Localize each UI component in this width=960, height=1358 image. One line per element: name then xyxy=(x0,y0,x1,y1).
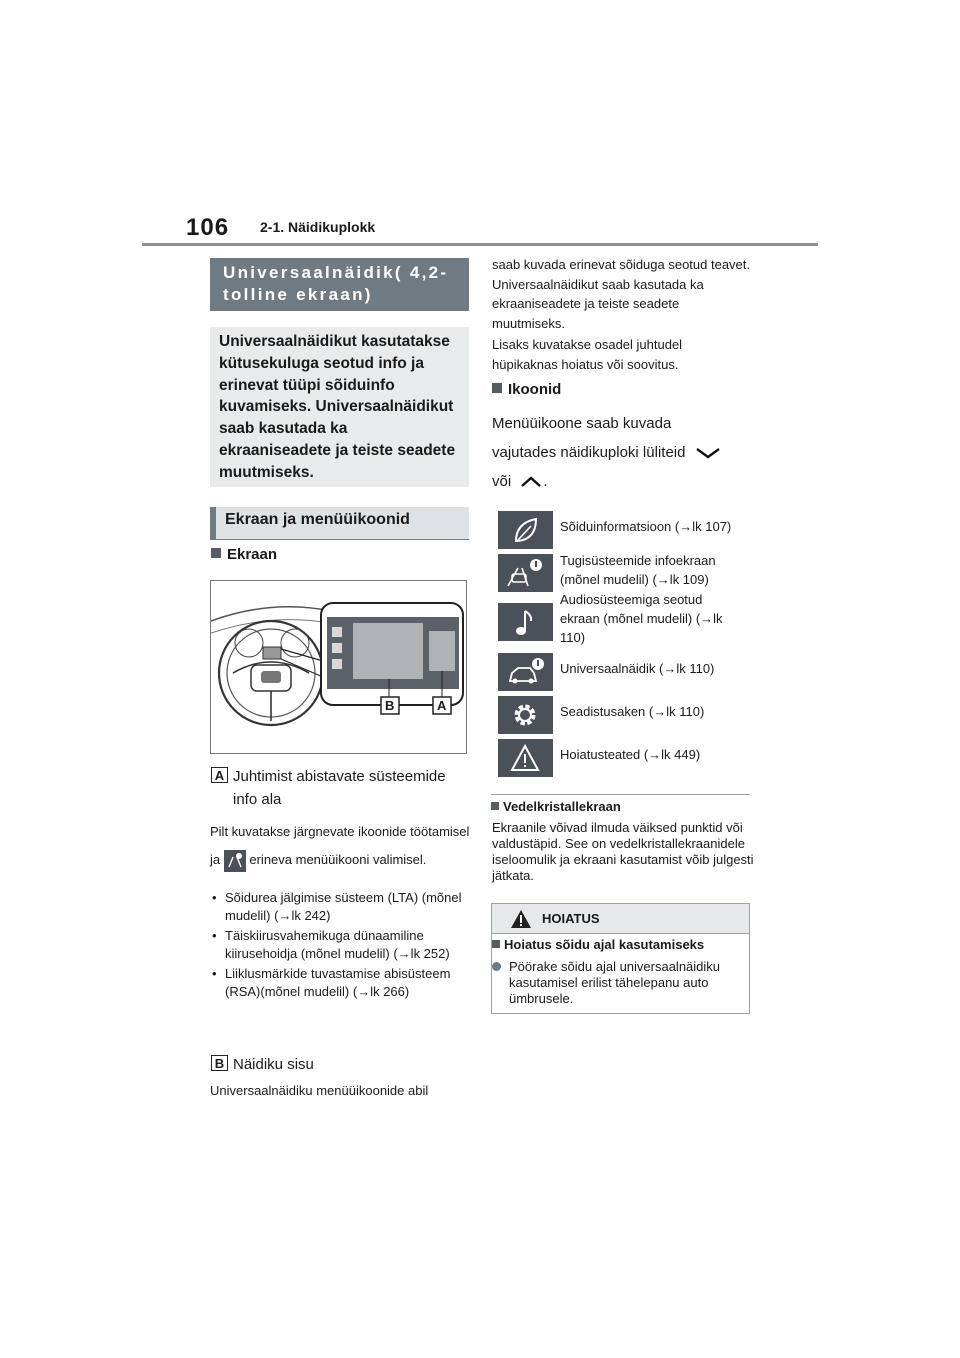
leaf-icon xyxy=(498,511,553,549)
lcd-heading: Vedelkristallekraan xyxy=(491,799,621,814)
item-a-text: Juhtimist abistavate süsteemide info ala xyxy=(233,768,446,808)
warning-box xyxy=(491,903,750,1014)
menu-icon-row: Universaalnäidik (→lk 110) xyxy=(498,653,738,691)
circle-bullet-icon xyxy=(492,962,501,971)
list-item: • Täiskiirusvahemikuga dünaamiline kiirusehoidja (mõnel mudelil) (→lk 252) xyxy=(212,927,462,963)
menu-icon-row: Sõiduinformatsioon (→lk 107) xyxy=(498,511,738,549)
chevron-down-icon xyxy=(694,446,722,460)
menu-icon-row: Seadistusaken (→lk 110) xyxy=(498,696,738,734)
warning-title: HOIATUS xyxy=(542,911,600,926)
warning-triangle-icon xyxy=(510,909,532,929)
subsection-title: Ekraan ja menüüikoonid xyxy=(210,507,469,540)
warning-icon xyxy=(498,739,553,777)
page-number: 106 xyxy=(186,214,230,241)
warning-text: Pöörake sõidu ajal universaalnäidiku kasutamisel erilist tähelepanu auto ümbrusele. xyxy=(492,959,742,975)
menu-icon-row: Audiosüsteemiga seotud ekraan (mõnel mudelil) (→lk 110) xyxy=(498,603,738,641)
music-note-icon xyxy=(498,603,553,641)
divider xyxy=(491,794,750,795)
menu-icon-row: Hoiatusteated (→lk 449) xyxy=(498,739,738,777)
figure-label-a: A xyxy=(437,698,447,713)
driving-assist-inline-icon xyxy=(224,850,246,872)
list-item: • Sõidurea jälgimise süsteem (LTA) (mõnel mudelil) (→lk 242) xyxy=(212,889,462,925)
chapter-title: 2-1. Näidikuplokk xyxy=(260,219,376,235)
item-a-description: Pilt kuvatakse järgnevate ikoonide töötamisel ja erineva menüüikooni valimisel. xyxy=(210,818,472,874)
menu-icon-row: Tugisüsteemide infoekraan (mõnel mudelil) (→lk 109) xyxy=(498,554,738,592)
list-item: • Liiklusmärkide tuvastamise abisüsteem (RSA)(mõnel mudelil) (→lk 266) xyxy=(212,965,462,1001)
header-rule xyxy=(142,243,818,246)
right-paragraph-1: saab kuvada erinevat sõiduga seotud teavet. Universaalnäidikut saab kasutada ka ekraaniseadete ja teiste seadete muutmiseks. xyxy=(492,257,751,331)
item-b-description: Universaalnäidiku menüüikoonide abil xyxy=(210,1083,429,1098)
square-bullet-icon xyxy=(491,802,499,810)
item-b-label: B xyxy=(211,1055,228,1073)
right-paragraph-2: Lisaks kuvatakse osadel juhtudel hüpikaknas hoiatus või soovitus. xyxy=(492,337,683,372)
warning-heading: Hoiatus sõidu ajal kasutamiseks xyxy=(492,937,704,952)
ikoonid-text: Menüüikoone saab kuvada vajutades näidikuploki lüliteid või . xyxy=(492,409,722,496)
ikoonid-heading: Ikoonid xyxy=(492,381,561,398)
dashboard-illustration xyxy=(211,581,466,753)
dashboard-figure xyxy=(210,580,467,754)
intro-box: Universaalnäidikut kasutatakse kütusekuluga seotud info ja erinevat tüüpi sõiduinfo kuvamiseks. Universaalnäidikut saab kasutada ka ekraaniseadete ja teiste seadete muutmiseks. xyxy=(210,327,469,487)
item-a-bullets xyxy=(212,889,462,1003)
gear-icon xyxy=(498,696,553,734)
square-bullet-icon xyxy=(492,940,500,948)
item-a-label: A xyxy=(211,767,228,785)
ekraan-heading: Ekraan xyxy=(211,546,277,563)
section-title: Universaalnäidik( 4,2-tolline ekraan) xyxy=(210,258,469,311)
driving-assist-icon xyxy=(498,554,553,592)
item-b-text: Näidiku sisu xyxy=(233,1056,314,1073)
chevron-up-icon xyxy=(519,475,543,489)
warning-header xyxy=(492,904,749,934)
car-info-icon xyxy=(498,653,553,691)
square-bullet-icon xyxy=(211,548,221,558)
square-bullet-icon xyxy=(492,383,502,393)
lcd-text: Ekraanile võivad ilmuda väiksed punktid või valdustäpid. See on vedelkristallekraanidele iseloomulik ja ekraani kasutamist võib julgesti jätkata. xyxy=(492,820,754,883)
figure-label-b: B xyxy=(385,698,395,713)
